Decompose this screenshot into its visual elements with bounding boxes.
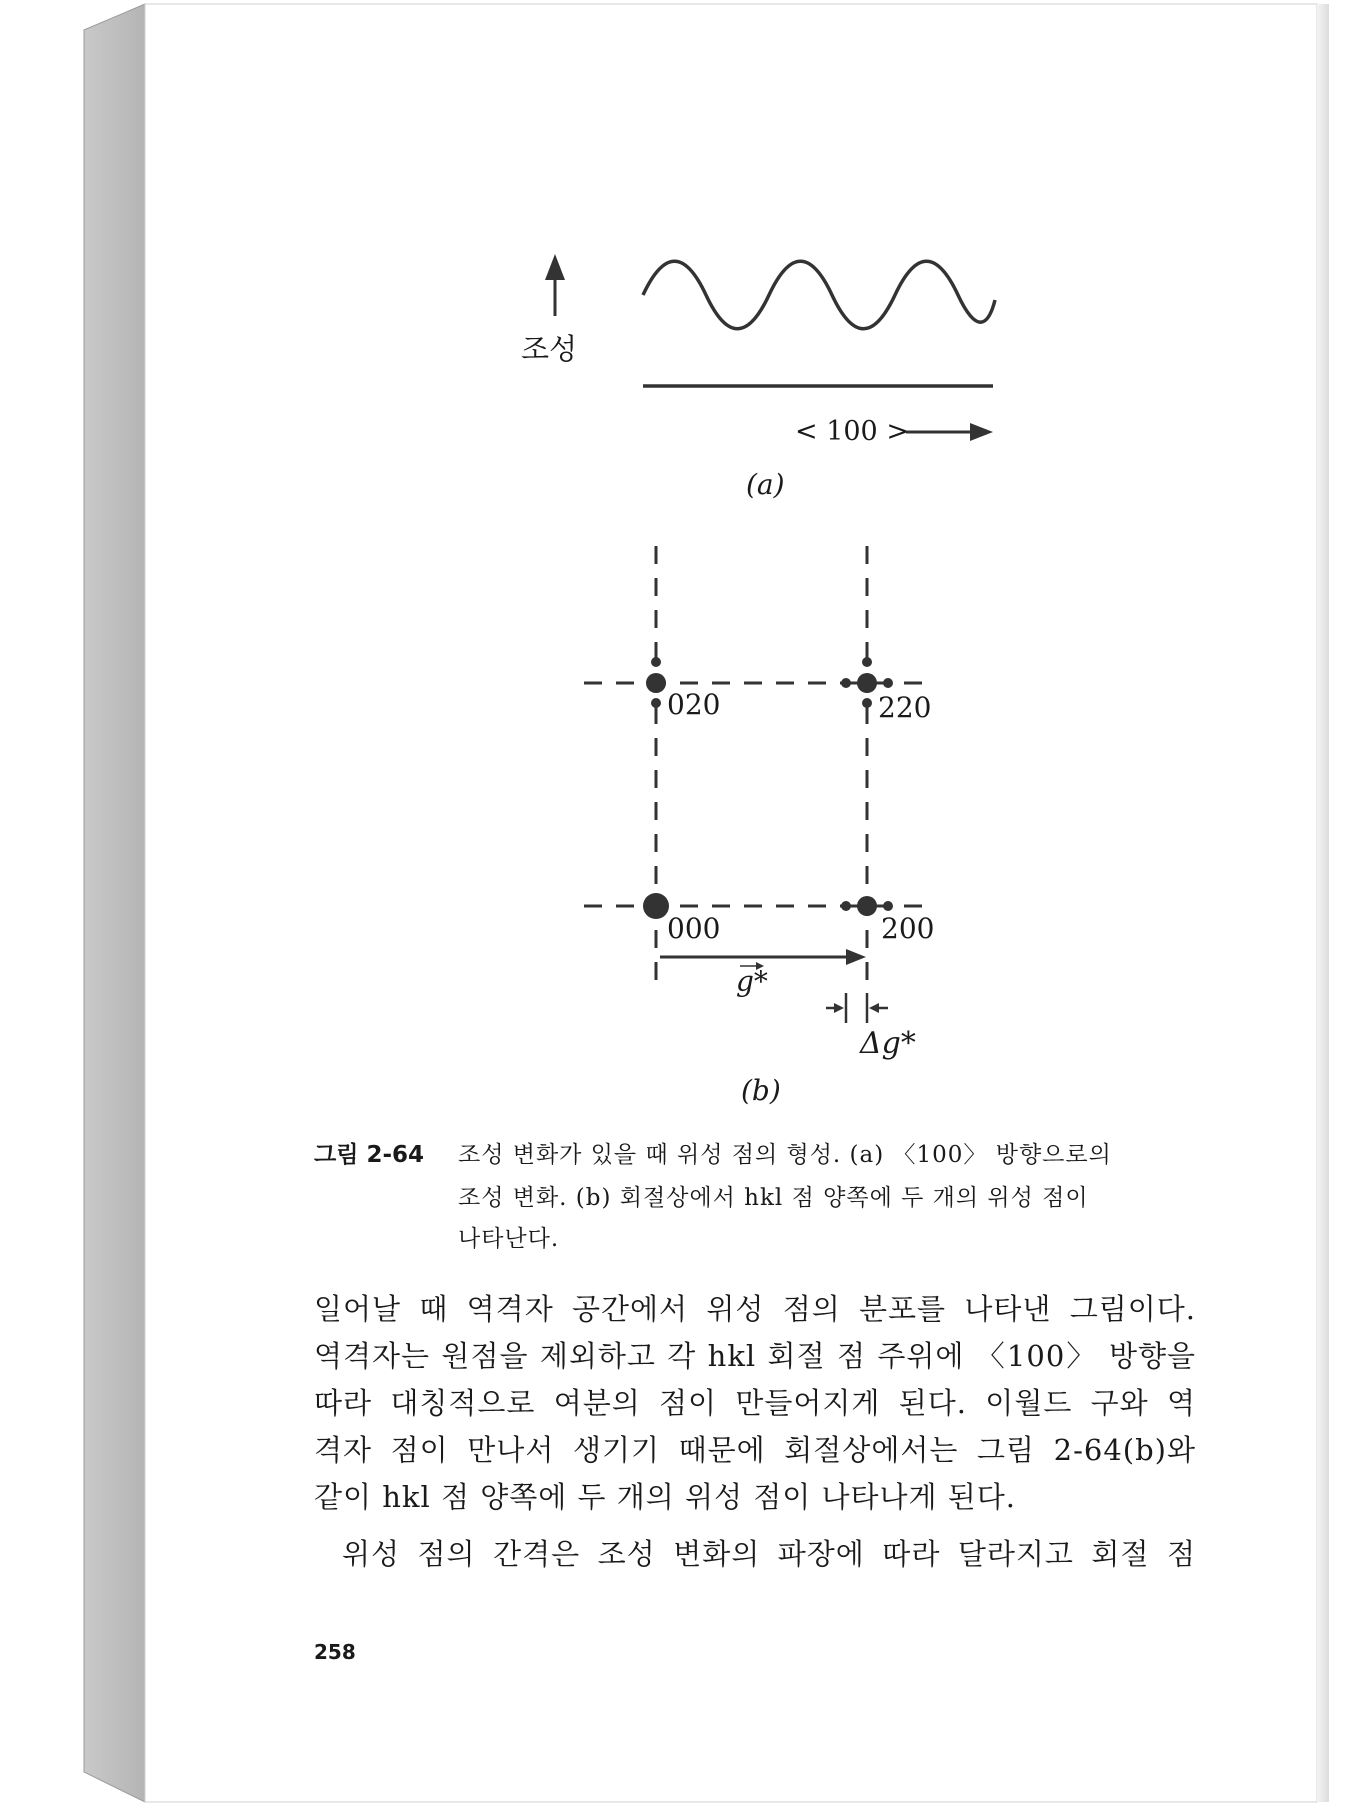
panel-label-b: (b) — [741, 1074, 781, 1107]
spot-label-000: 000 — [667, 912, 721, 945]
caption-line: 나타난다. — [458, 1226, 560, 1252]
g-vector-arrow-head-icon — [846, 949, 866, 965]
panel-label-a: (a) — [746, 468, 785, 501]
delta-g-markers — [826, 993, 888, 1023]
spot-label-220: 220 — [878, 691, 932, 724]
spot-label-020: 020 — [667, 688, 721, 721]
direction-label: < 100 > — [795, 416, 909, 447]
g-vector-label: g* — [736, 965, 768, 998]
spot-000 — [643, 893, 669, 919]
composition-label: 조성 — [521, 332, 578, 366]
body-text-line: 일어날 때 역격자 공간에서 위성 점의 분포를 나타낸 그림이다. — [314, 1292, 1196, 1326]
spot-label-200: 200 — [881, 912, 935, 945]
page-number: 258 — [314, 1640, 356, 1664]
body-text-line: 위성 점의 간격은 조성 변화의 파장에 따라 달라지고 회절 점 — [342, 1537, 1196, 1571]
caption-line: 조성 변화. (b) 회절상에서 hkl 점 양쪽에 두 개의 위성 점이 — [458, 1185, 1089, 1211]
body-text-line: 같이 hkl 점 양쪽에 두 개의 위성 점이 나타나게 된다. — [314, 1480, 1016, 1514]
figure-caption-label: 그림 2-64 — [314, 1142, 424, 1168]
spot-020 — [646, 657, 666, 708]
delta-g-label: Δg* — [860, 1026, 916, 1061]
body-text-line: 따라 대칭적으로 여분의 점이 만들어지게 된다. 이월드 구와 역 — [314, 1386, 1196, 1420]
caption-line: 조성 변화가 있을 때 위성 점의 형성. (a) 〈100〉 방향으로의 — [458, 1142, 1112, 1168]
body-text-line: 격자 점이 만나서 생기기 때문에 회절상에서는 그림 2-64(b)와 — [314, 1433, 1196, 1467]
body-text-line: 역격자는 원점을 제외하고 각 hkl 회절 점 주위에 〈100〉 방향을 — [314, 1339, 1196, 1373]
